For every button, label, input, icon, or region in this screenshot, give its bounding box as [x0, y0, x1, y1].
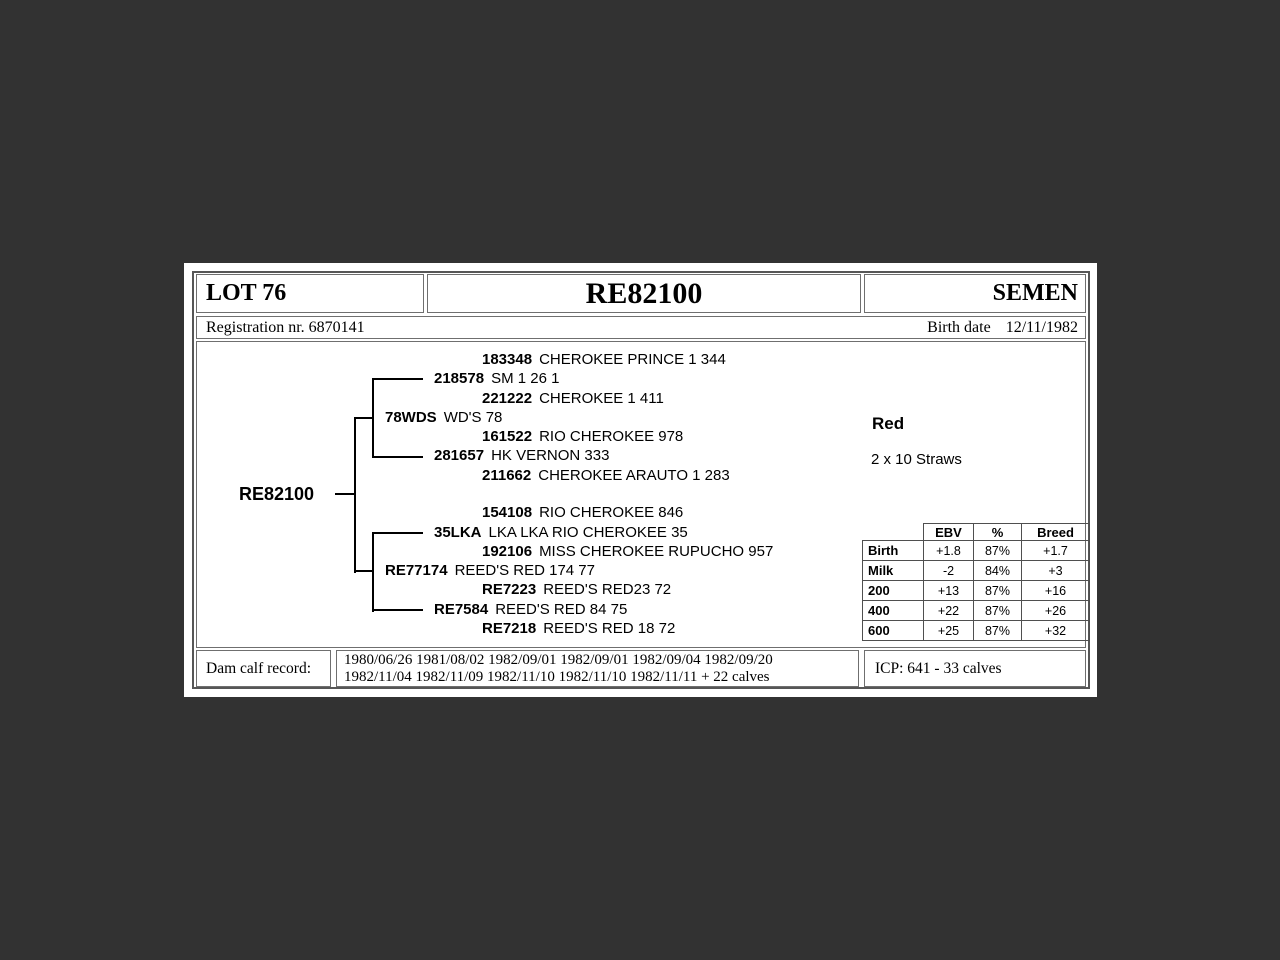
pedigree-entry [482, 503, 683, 523]
ebv-table-blank-corner [863, 524, 924, 541]
pedigree-root-connector-line [335, 493, 356, 495]
pedigree-entry [482, 580, 671, 600]
ancestor-id: 183348 [482, 351, 533, 368]
ancestor-name: LKA LKA RIO CHEROKEE 35 [488, 524, 688, 541]
ebv-value: +13 [924, 581, 974, 601]
lot-number-cell [196, 274, 424, 313]
lot-number: LOT 76 [206, 280, 287, 306]
pedigree-sire-bracket-line [372, 378, 374, 458]
ancestor-id: 154108 [482, 504, 533, 521]
ebv-table-row [863, 621, 1090, 641]
accuracy-value: 84% [974, 561, 1022, 581]
pedigree-sire-top-stub-line [372, 378, 423, 380]
dam-calf-record-label-cell [196, 650, 331, 687]
ancestor-id: 78WDS [385, 409, 437, 426]
ebv-table-header-row [863, 524, 1090, 541]
ebv-row-label: Milk [863, 561, 924, 581]
pedigree-root-id: RE82100 [239, 484, 315, 504]
breed-value: +32 [1022, 621, 1090, 641]
ancestor-id: 211662 [482, 467, 532, 484]
ebv-table [862, 523, 1090, 641]
pedigree-entry [482, 389, 664, 409]
pedigree-entry-dam [385, 561, 595, 581]
pedigree-dam-bottom-stub-line [372, 609, 423, 611]
breed-value: +26 [1022, 601, 1090, 621]
pedigree-sire-connector-line [354, 417, 374, 419]
icp-value: ICP: 641 - 33 calves [875, 659, 1002, 677]
birth-date-label: Birth date [927, 318, 991, 336]
ancestor-name: MISS CHEROKEE RUPUCHO 957 [539, 543, 774, 560]
ancestor-id: 192106 [482, 543, 533, 560]
ancestor-name: RIO CHEROKEE 846 [539, 504, 684, 521]
ancestor-id: 281657 [434, 447, 485, 464]
straws-quantity-label: 2 x 10 Straws [871, 451, 962, 468]
ancestor-id: 161522 [482, 428, 533, 445]
pedigree-entry [482, 350, 726, 370]
accuracy-value: 87% [974, 621, 1022, 641]
ancestor-name: REED'S RED 84 75 [495, 601, 628, 618]
breed-value: +3 [1022, 561, 1090, 581]
accuracy-value: 87% [974, 541, 1022, 561]
breed-value: +16 [1022, 581, 1090, 601]
ancestor-name: REED'S RED 174 77 [454, 562, 595, 579]
ebv-row-label: 600 [863, 621, 924, 641]
pedigree-main-vertical-line [354, 417, 356, 573]
pedigree-entry [482, 619, 675, 639]
accuracy-value: 87% [974, 581, 1022, 601]
sale-type-cell [864, 274, 1086, 313]
accuracy-column-header: % [974, 524, 1022, 541]
ancestor-id: RE7218 [482, 620, 537, 637]
pedigree-entry-sire [385, 408, 502, 428]
pedigree-certificate-card [184, 263, 1097, 697]
animal-id-cell [427, 274, 861, 313]
sale-type: SEMEN [992, 280, 1078, 306]
pedigree-dam-connector-line [354, 570, 374, 572]
ancestor-id: RE7584 [434, 601, 489, 618]
dam-calf-dates-line2: 1982/11/04 1982/11/09 1982/11/10 1982/11/10 1982/11/11 + 22 calves [344, 668, 770, 685]
animal-id-title: RE82100 [585, 276, 703, 310]
pedigree-entry [434, 369, 559, 389]
ebv-value: -2 [924, 561, 974, 581]
accuracy-value: 87% [974, 601, 1022, 621]
ancestor-id: 221222 [482, 390, 533, 407]
ebv-value: +25 [924, 621, 974, 641]
ebv-table-row [863, 601, 1090, 621]
pedigree-entry [482, 466, 730, 486]
birth-date-value: 12/11/1982 [1005, 318, 1078, 336]
ebv-value: +22 [924, 601, 974, 621]
ebv-value: +1.8 [924, 541, 974, 561]
ebv-table-row [863, 581, 1090, 601]
birth-date [927, 319, 1078, 337]
ancestor-id: RE7223 [482, 581, 537, 598]
ancestor-name: REED'S RED23 72 [543, 581, 672, 598]
pedigree-entry [434, 523, 688, 543]
dam-calf-dates-line1: 1980/06/26 1981/08/02 1982/09/01 1982/09/01 1982/09/04 1982/09/20 [344, 651, 773, 668]
pedigree-sire-bottom-stub-line [372, 456, 423, 458]
ancestor-name: CHEROKEE PRINCE 1 344 [539, 351, 726, 368]
ancestor-id: 35LKA [434, 524, 482, 541]
ancestor-name: CHEROKEE ARAUTO 1 283 [538, 467, 730, 484]
ebv-table-row [863, 561, 1090, 581]
icp-cell [864, 650, 1086, 687]
pedigree-entry [482, 427, 683, 447]
ancestor-name: WD'S 78 [443, 409, 503, 426]
breed-column-header: Breed [1022, 524, 1090, 541]
ancestor-name: SM 1 26 1 [491, 370, 560, 387]
pedigree-entry [434, 600, 627, 620]
ancestor-name: REED'S RED 18 72 [543, 620, 676, 637]
ebv-column-header: EBV [924, 524, 974, 541]
dam-calf-record-label: Dam calf record: [206, 659, 311, 677]
pedigree-entry [482, 542, 773, 562]
ancestor-id: 218578 [434, 370, 485, 387]
breed-value: +1.7 [1022, 541, 1090, 561]
ebv-row-label: 400 [863, 601, 924, 621]
ebv-table-row [863, 541, 1090, 561]
ancestor-name: CHEROKEE 1 411 [539, 390, 664, 407]
pedigree-dam-top-stub-line [372, 532, 423, 534]
pedigree-entry [434, 446, 609, 466]
pedigree-dam-bracket-line [372, 532, 374, 612]
dam-calf-record-dates-cell [336, 650, 859, 687]
registration-number: Registration nr. 6870141 [206, 318, 365, 336]
ancestor-name: RIO CHEROKEE 978 [539, 428, 684, 445]
ebv-row-label: Birth [863, 541, 924, 561]
registration-row [196, 316, 1086, 339]
coat-color-label: Red [872, 414, 905, 433]
ancestor-name: HK VERNON 333 [491, 447, 610, 464]
ebv-row-label: 200 [863, 581, 924, 601]
ancestor-id: RE77174 [385, 562, 448, 579]
